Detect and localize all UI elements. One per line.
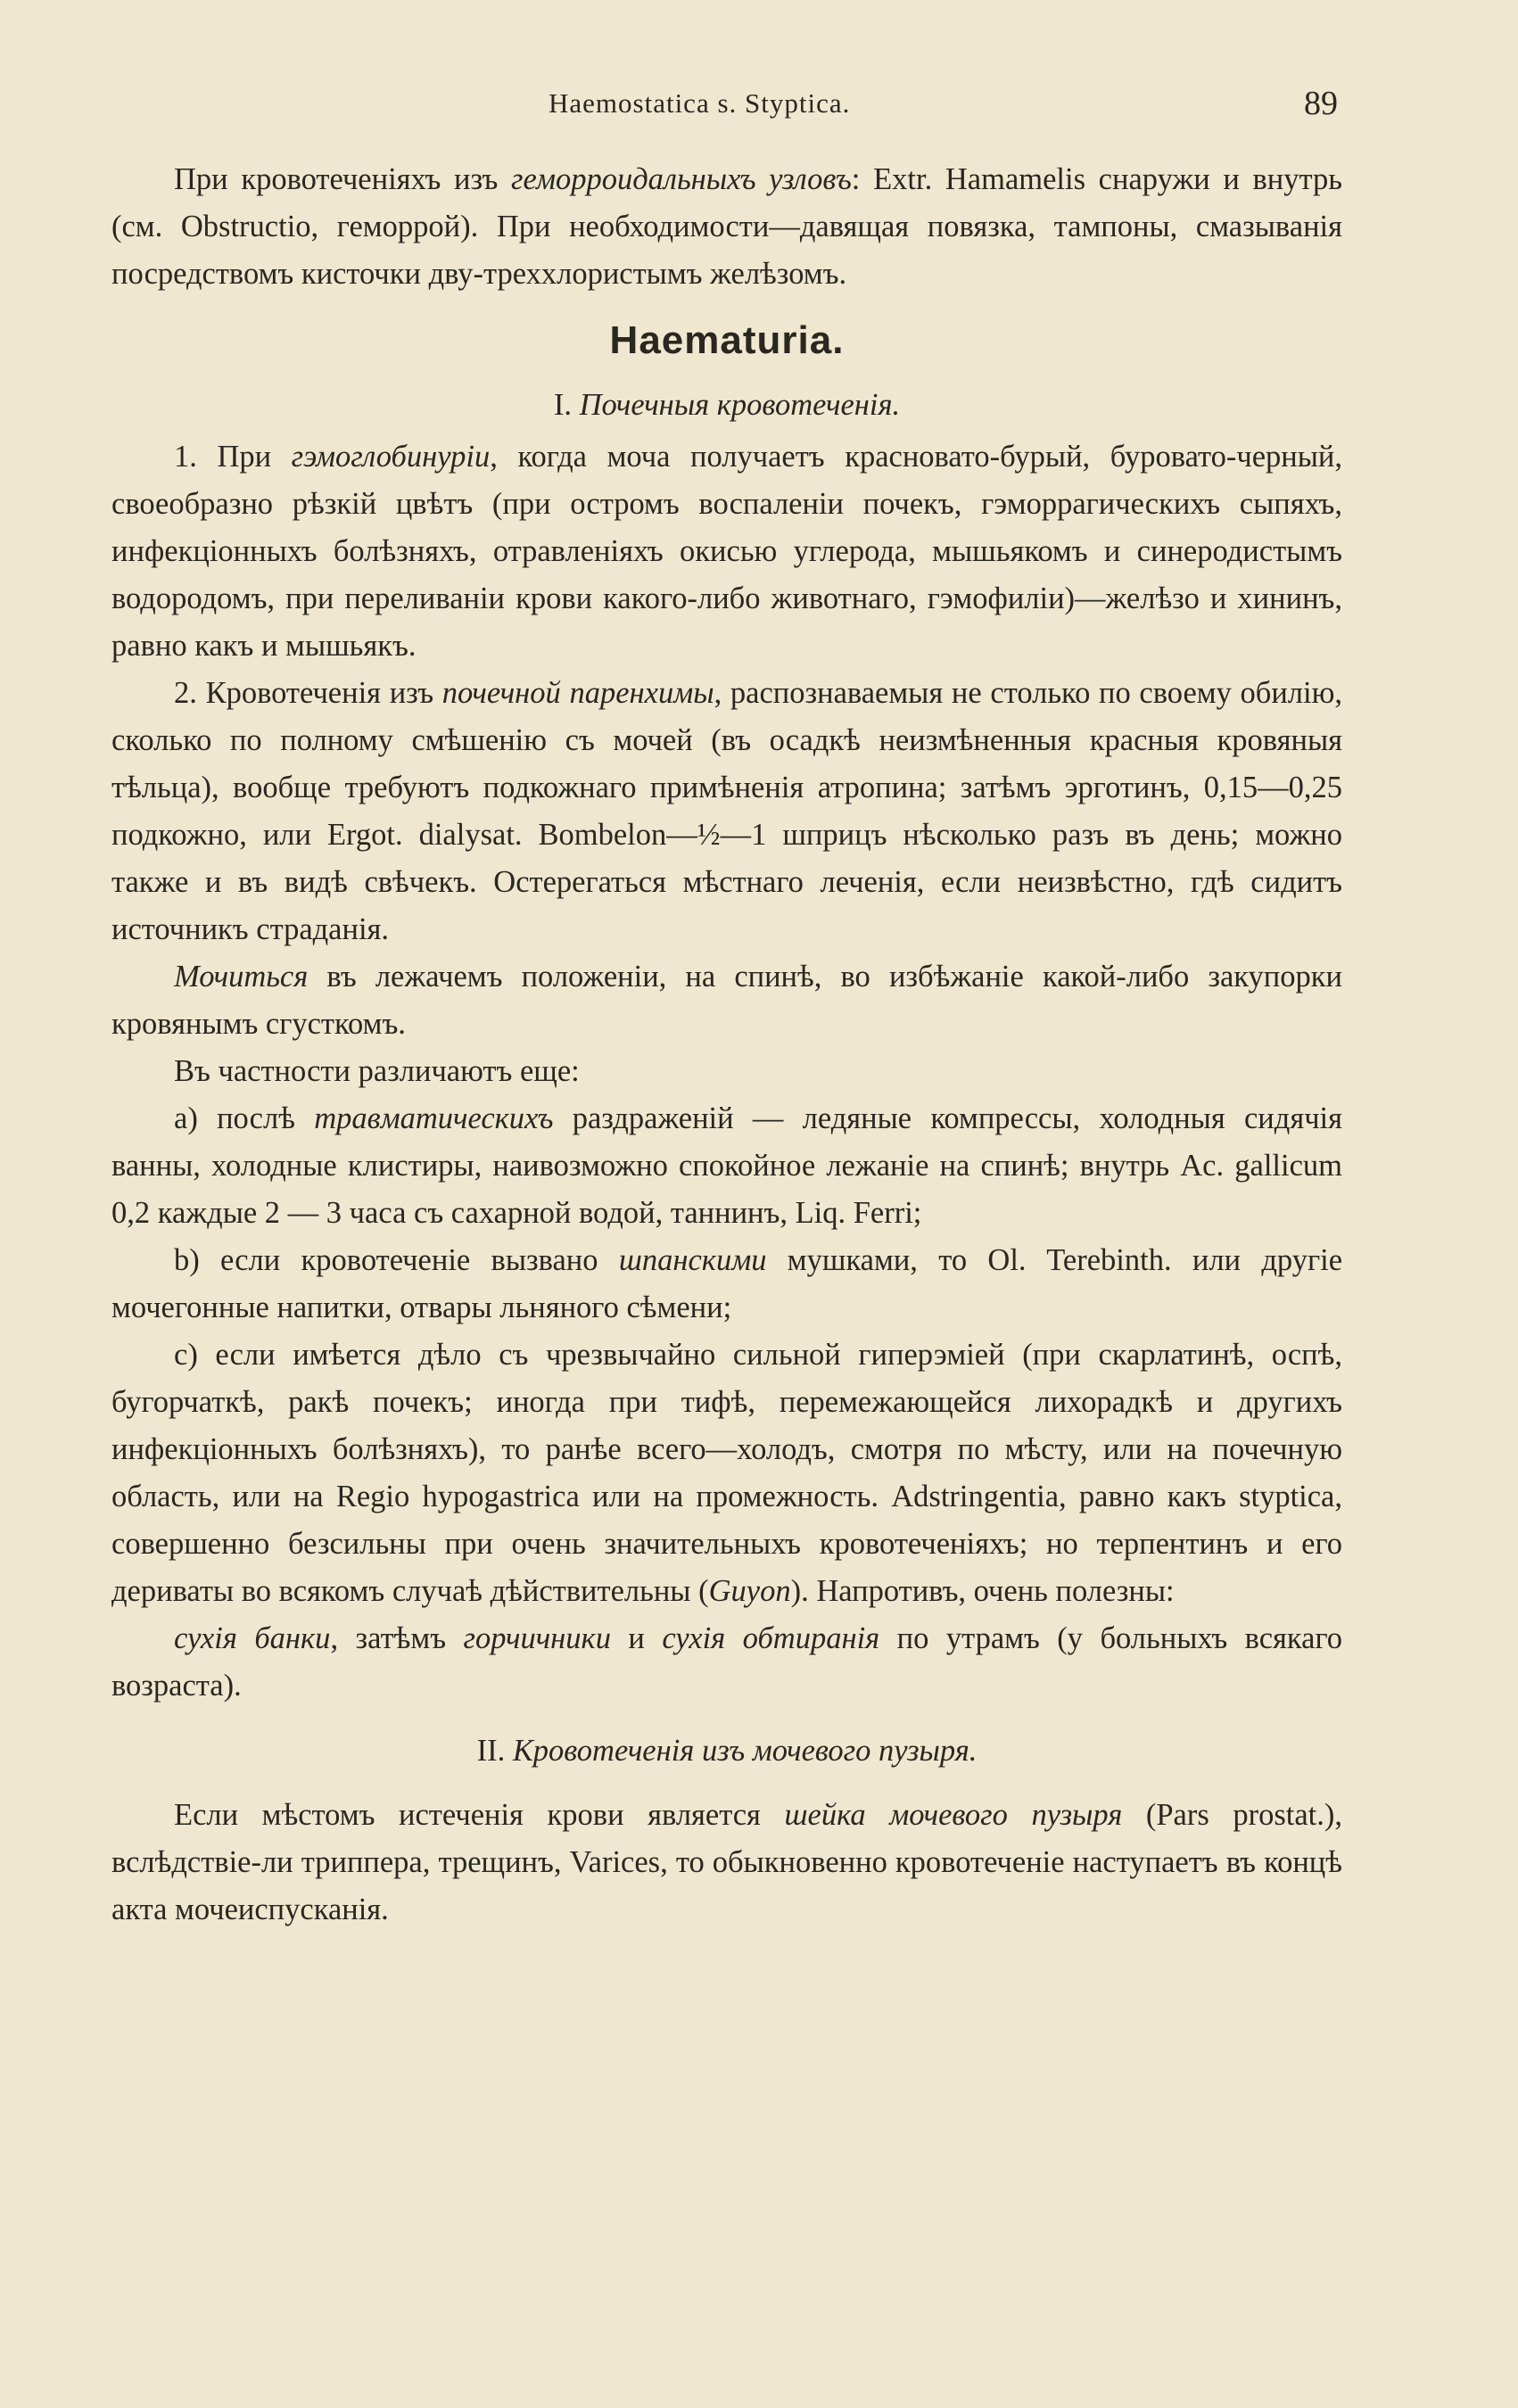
text-run: въ лежачемъ положеніи, на спинѣ, во избѣжаніе какой-либо закупорки кровянымъ сгусткомъ. [111,960,1342,1041]
italic-term: горчичники [463,1621,611,1655]
text-run: по утрамъ (у больныхъ всякаго возраста). [111,1621,1342,1703]
italic-term: шейка мочевого пузыря [784,1798,1123,1832]
italic-term: Мочиться [174,960,309,994]
italic-term: геморроидальныхъ узловъ [511,162,852,196]
subsection-heading: Почечныя кровотеченія. [579,388,901,422]
paragraph-bladder-neck [111,1792,1342,1934]
subsection-number: II. [476,1734,513,1768]
text-run: 1. При [174,440,292,474]
paragraph-parenchyma [111,670,1342,953]
text-run: a) послѣ [174,1101,315,1135]
italic-term: Guyon [708,1574,791,1608]
italic-term: гэмоглобинуріи [291,440,491,474]
subsection-heading: Кровотеченія изъ мочевого пузыря. [512,1734,978,1768]
page-header [0,87,1518,132]
text-run: и [610,1621,663,1655]
paragraph-item-a [111,1095,1342,1237]
italic-term: почечной паренхимы [441,676,714,710]
intro-paragraph [111,156,1342,298]
text-run: , когда моча получаетъ красновато-бурый, буровато-черный, своеобразно рѣзкій цвѣтъ (при остромъ воспаленіи почекъ, гэморрагическихъ сыпяхъ, инфекціонныхъ болѣзняхъ, отравленіяхъ окисью углерода, мышьякомъ и синеродистымъ водородомъ, при переливаніи крови какого-либо животнаго, гэмофиліи)—желѣзо и хининъ, равно какъ и мышьякъ. [111,440,1342,663]
paragraph-urinate [111,953,1342,1048]
paragraph-hemoglobinuria [111,433,1342,670]
text-run: b) если кровотеченіе вызвано [174,1243,619,1277]
italic-term: травматическихъ [314,1101,554,1135]
paragraph-item-c [111,1332,1342,1615]
text-run: (Pars prostat.), вслѣдствіе-ли триппера, трещинъ, Varices, то обыкновенно кровотеченіе наступаетъ въ концѣ акта мочеиспусканія. [111,1798,1342,1926]
text-run: ). Напротивъ, очень полезны: [790,1574,1175,1608]
italic-term: сухія обтиранія [662,1621,880,1655]
page-number: 89 [1304,85,1338,122]
paragraph-remedies [111,1615,1342,1710]
italic-term: сухія банки [174,1621,331,1655]
paragraph-particular: Въ частности различаютъ еще: [174,1054,580,1088]
section-title: Haematuria. [609,318,845,362]
text-run: Если мѣстомъ истеченія крови является [174,1798,785,1832]
subsection-title-renal [111,376,1342,433]
italic-term: шпанскими [618,1243,767,1277]
text-run: раздраженій — ледяные компрессы, холодныя сидячія ванны, холодные клистиры, наивозможно спокойное лежаніе на спинѣ; внутрь Ac. gallicum 0,2 каждые 2 — 3 часа съ сахарной водой, таннинъ, Liq. Ferri; [111,1101,1342,1230]
paragraph-item-b [111,1237,1342,1332]
subsection-title-bladder [111,1722,1342,1779]
running-title: Haemostatica s. Styptica. [549,87,851,119]
text-run: , распознаваемыя не столько по своему обилію, сколько по полному смѣшенію съ мочей (въ осадкѣ неизмѣненныя красныя кровяныя тѣльца), вообще требуютъ подкожнаго примѣненія атропина; затѣмъ эрготинъ, 0,15—0,25 подкожно, или Ergot. dialysat. Bombelon—½—1 шприцъ нѣсколько разъ въ день; можно также и въ видѣ свѣчекъ. Остерегаться мѣстнаго леченія, если неизвѣстно, гдѣ сидитъ источникъ страданія. [111,676,1342,946]
text-run: При кровотеченіяхъ изъ [174,162,512,196]
page-body [111,156,1342,1934]
subsection-number: I. [553,388,580,422]
text-run: , затѣмъ [330,1621,464,1655]
text-run: c) если имѣется дѣло съ чрезвычайно сильной гиперэміей (при скарлатинѣ, оспѣ, бугорчаткѣ, ракѣ почекъ; иногда при тифѣ, перемежающейся лихорадкѣ и другихъ инфекціонныхъ болѣзняхъ), то ранѣе всего—холодъ, смотря по мѣсту, или на почечную область, или на Regio hypogastrica или на промежность. Adstringentia, равно какъ styptica, совершенно безсильны при очень значительныхъ кровотеченіяхъ; но терпентинъ и его дериваты во всякомъ случаѣ дѣйствительны ( [111,1338,1342,1608]
text-run: 2. Кровотеченія изъ [174,676,442,710]
text-run: : Extr. Hamamelis снаружи и внутрь (см. Obstructio, геморрой). При необходимости—давящая повязка, тампоны, смазыванія посредствомъ кисточки дву-трехxлористымъ желѣзомъ. [111,162,1342,291]
text-run: мушками, то Ol. Terebinth. или другіе мочегонные напитки, отвары льняного сѣмени; [111,1243,1343,1324]
